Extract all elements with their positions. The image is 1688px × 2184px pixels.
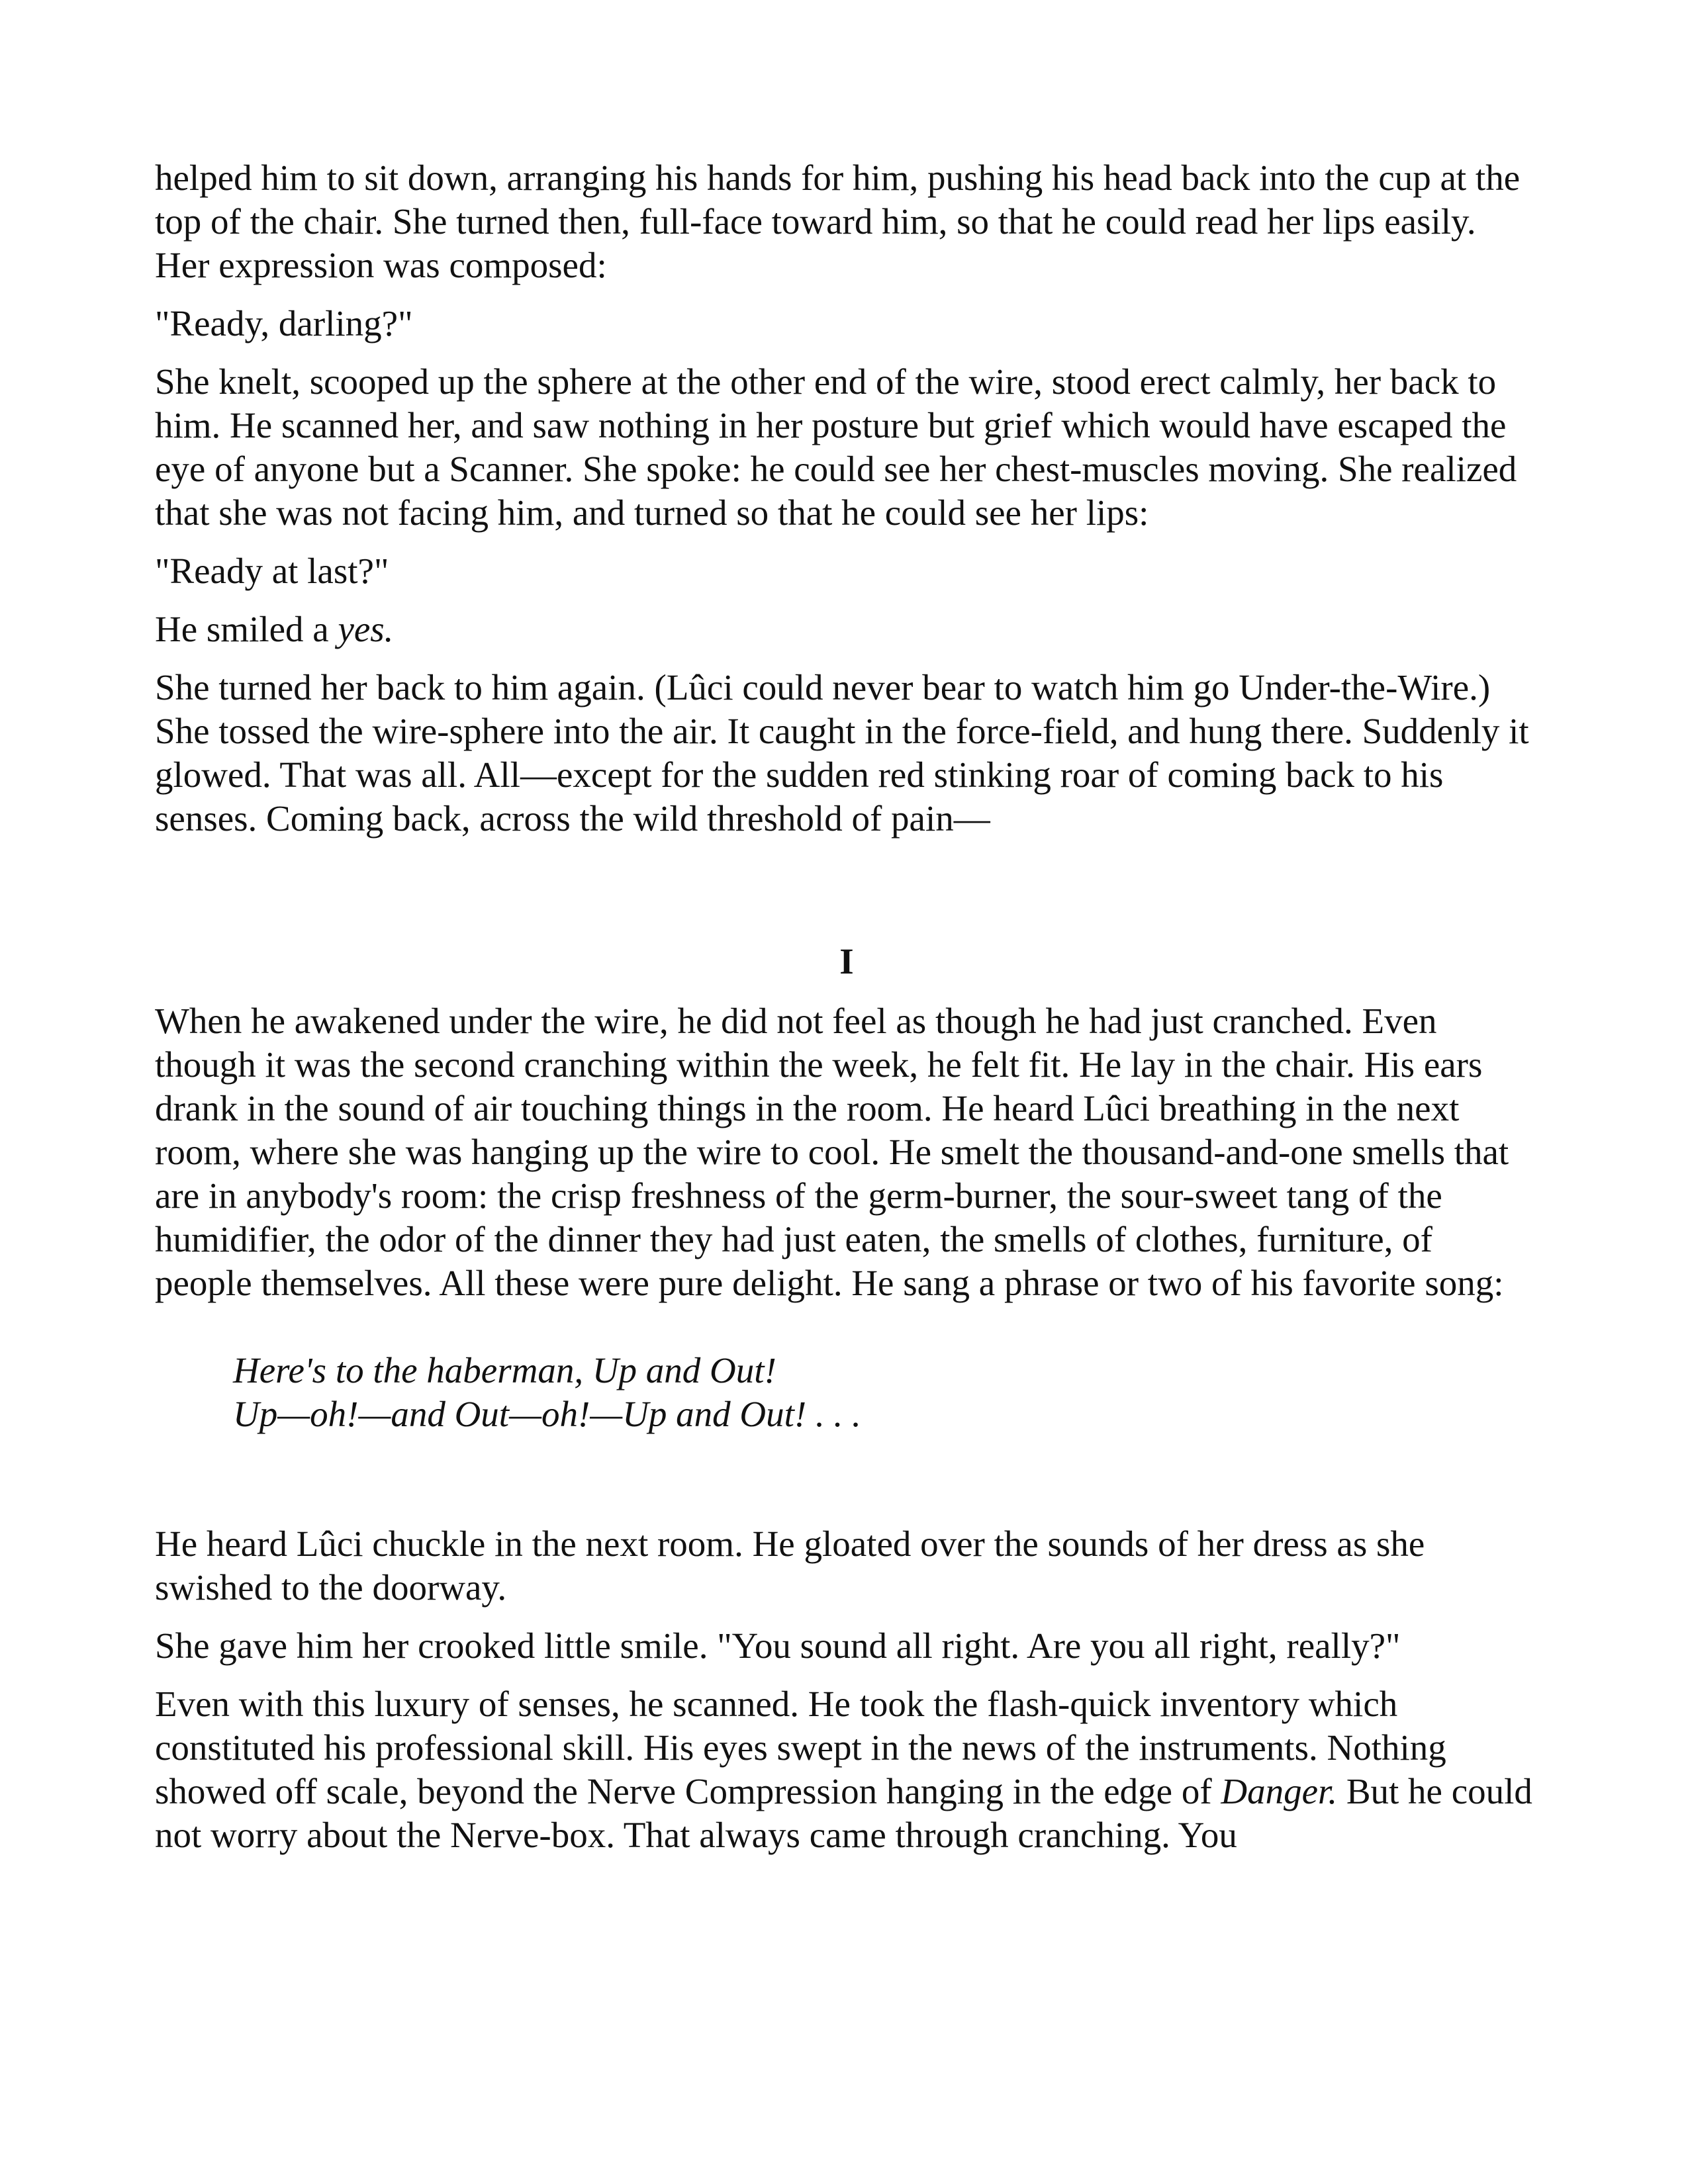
- dialogue-ready-darling: "Ready, darling?": [155, 303, 413, 343]
- paragraph-crooked-smile: She gave him her crooked little smile. "You sound all right. Are you all right, really?": [155, 1625, 1401, 1666]
- song-line: Up—oh!—and Out—oh!—Up and Out! . . .: [233, 1394, 861, 1434]
- final-text-after: But he could not worry about the Nerve-box. That always came through cranching. You: [155, 1771, 1532, 1855]
- paragraph-under-the-wire: She turned her back to him again. (Lûci could never bear to watch him go Under-the-Wire.) She tossed the wire-sphere into the air. It caught in the force-field, and hung there. Suddenly it glowed. That was all. All—except for the sudden red stinking roar of coming back to his senses. Coming back, across the wild threshold of pain—: [155, 667, 1529, 839]
- dialogue-ready-at-last: "Ready at last?": [155, 551, 389, 591]
- paragraph-luci-chuckle: He heard Lûci chuckle in the next room. He gloated over the sounds of her dress as she swished to the doorway.: [155, 1524, 1425, 1608]
- song-verse: [233, 1349, 1538, 1436]
- text-column: [155, 156, 1538, 1872]
- paragraph-she-knelt: She knelt, scooped up the sphere at the other end of the wire, stood erect calmly, her back to him. He scanned her, and saw nothing in her posture but grief which would have escaped the eye of anyone but a Scanner. She spoke: he could see her chest-muscles moving. She realized that she was not facing him, and turned so that he could see her lips:: [155, 361, 1517, 533]
- paragraph-awakened: When he awakened under the wire, he did not feel as though he had just cranched. Even though it was the second cranching within the week, he felt fit. He lay in the chair. His ears drank in the sound of air touching things in the room. He heard Lûci breathing in the next room, where she was hanging up the wire to cool. He smelt the thousand-and-one smells that are in anybody's room: the crisp freshness of the germ-burner, the sour-sweet tang of the humidifier, the odor of the dinner they had just eaten, the smells of clothes, furniture, of people themselves. All these were pure delight. He sang a phrase or two of his favorite song:: [155, 1001, 1509, 1303]
- paragraph-helped-him-sit: helped him to sit down, arranging his hands for him, pushing his head back into the cup at the top of the chair. She turned then, full-face toward him, so that he could read her lips easily. Her expression was composed:: [155, 158, 1521, 285]
- section-heading: I: [839, 941, 854, 981]
- paragraph-scanned-instruments: [155, 1682, 1538, 1857]
- smile-lead-text: He smiled a: [155, 609, 338, 649]
- paragraph-smiled-yes: [155, 608, 1538, 651]
- smile-emphasis-text: yes.: [338, 609, 394, 649]
- song-line: Here's to the haberman, Up and Out!: [233, 1350, 776, 1390]
- final-text-before: Even with this luxury of senses, he scanned. He took the flash-quick inventory which constituted his professional skill. His eyes swept in the news of the instruments. Nothing showed off scale, beyond the Nerve Compression hanging in the edge of: [155, 1684, 1446, 1811]
- danger-emphasis: Danger.: [1221, 1771, 1338, 1811]
